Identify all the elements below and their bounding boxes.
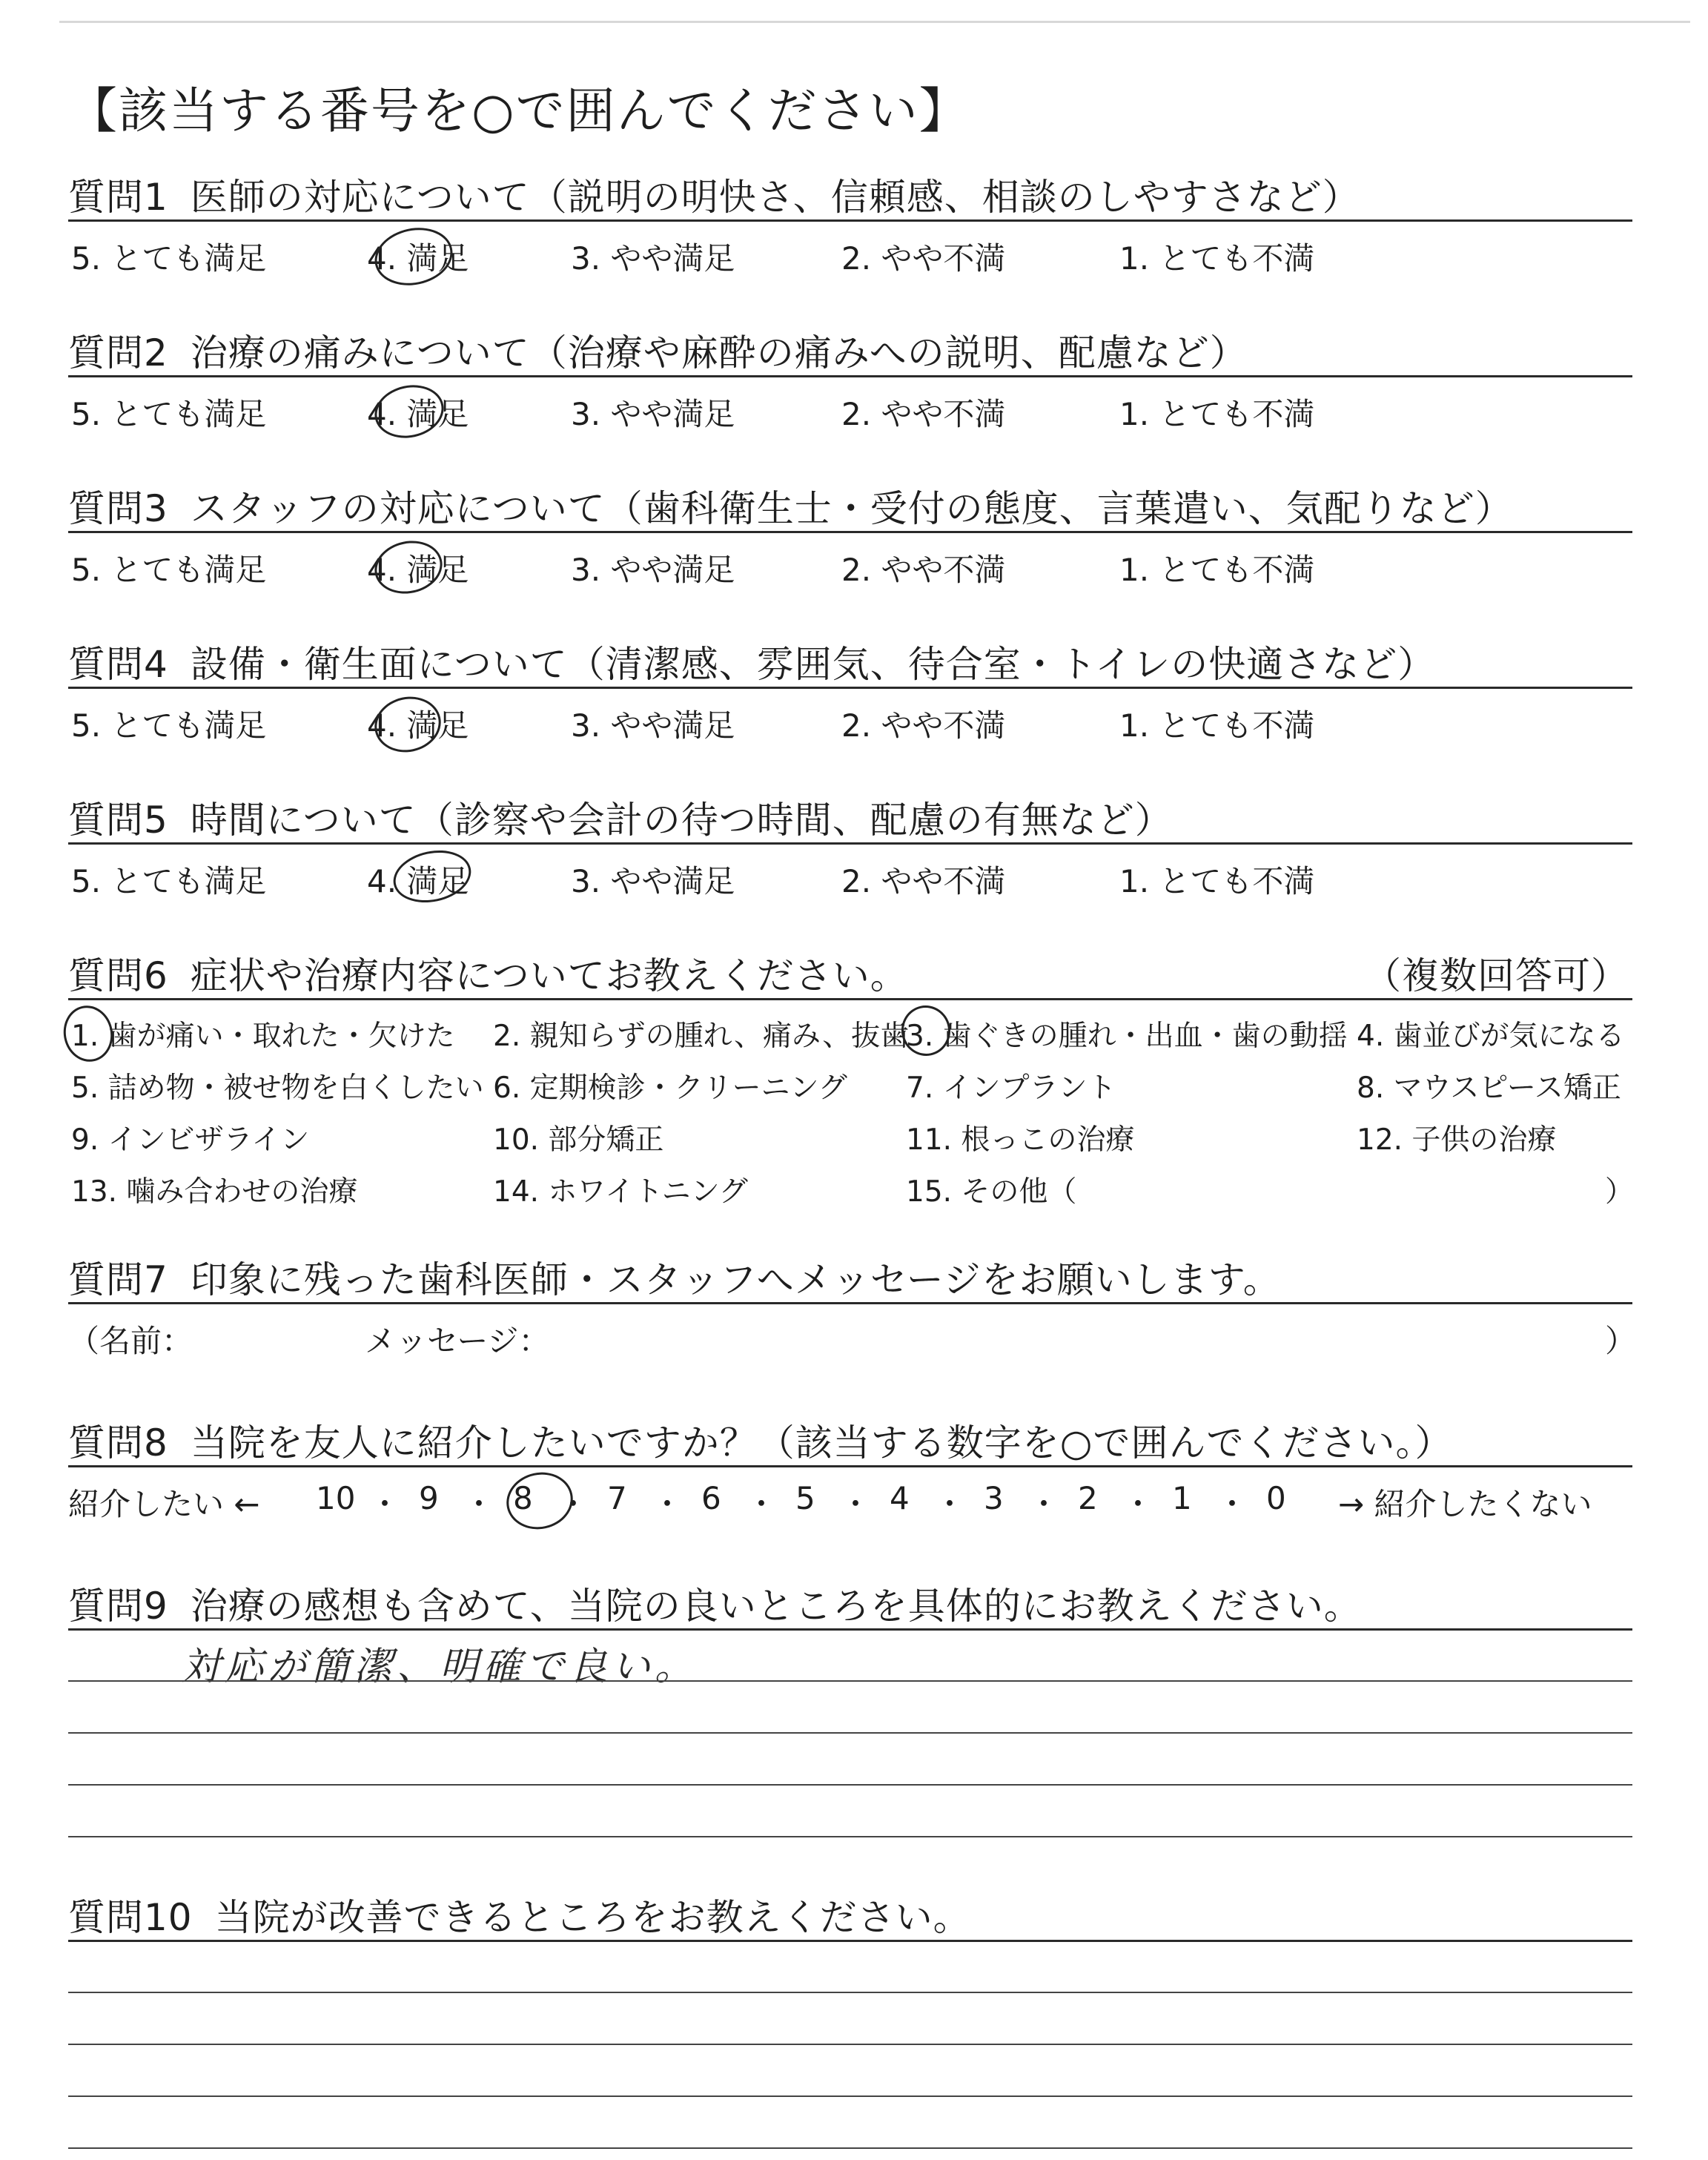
scale-separator: ・ bbox=[557, 1486, 589, 1522]
q6-option-8[interactable]: 8. マウスピース矯正 bbox=[1357, 1071, 1621, 1105]
scale-value-2[interactable]: 2 bbox=[1078, 1480, 1098, 1516]
q6-option-10[interactable]: 10. 部分矯正 bbox=[493, 1123, 664, 1157]
question-divider bbox=[68, 842, 1632, 845]
question-7-title bbox=[68, 1250, 1281, 1304]
question-divider bbox=[68, 687, 1632, 689]
question-divider bbox=[68, 375, 1632, 377]
q6-option-4[interactable]: 4. 歯並びが気になる bbox=[1357, 1020, 1625, 1053]
question-text: スタッフの対応について（歯科衛生士・受付の態度、言葉遣い、気配りなど） bbox=[190, 487, 1513, 530]
q6-option-2[interactable]: 2. 親知らずの腫れ、痛み、抜歯 bbox=[493, 1020, 910, 1053]
question-text: 治療の感想も含めて、当院の良いところを具体的にお教えください。 bbox=[190, 1585, 1362, 1628]
q4-option-4[interactable]: 4. 満足 bbox=[367, 707, 469, 744]
question-number: 質問8 bbox=[68, 1421, 168, 1464]
scale-value-4[interactable]: 4 bbox=[890, 1480, 910, 1516]
answer-line[interactable] bbox=[68, 1784, 1632, 1786]
question-text: 治療の痛みについて（治療や麻酔の痛みへの説明、配慮など） bbox=[190, 331, 1248, 374]
question-4-title bbox=[68, 635, 1435, 688]
question-number: 質問2 bbox=[68, 331, 168, 374]
q5-option-3[interactable]: 3. やや満足 bbox=[571, 863, 735, 899]
q2-option-1[interactable]: 1. とても不満 bbox=[1119, 396, 1315, 432]
q7-close-paren: ） bbox=[1605, 1323, 1637, 1359]
answer-line[interactable] bbox=[68, 2095, 1632, 2097]
q3-option-3[interactable]: 3. やや満足 bbox=[571, 552, 735, 588]
question-number: 質問6 bbox=[68, 954, 168, 997]
answer-line[interactable] bbox=[68, 1992, 1632, 1993]
question-text: 設備・衛生面について（清潔感、雰囲気、待合室・トイレの快適さなど） bbox=[190, 643, 1436, 686]
q1-option-3[interactable]: 3. やや満足 bbox=[571, 240, 735, 277]
question-text: 時間について（診察や会計の待つ時間、配慮の有無など） bbox=[190, 799, 1173, 842]
q6-option-7[interactable]: 7. インプラント bbox=[906, 1071, 1116, 1105]
q4-option-1[interactable]: 1. とても不満 bbox=[1119, 707, 1315, 744]
q6-option-15[interactable]: 15. その他（ bbox=[906, 1175, 1077, 1209]
question-number: 質問3 bbox=[68, 487, 168, 530]
other-close-paren: ） bbox=[1605, 1175, 1635, 1209]
handwritten-answer[interactable]: 対応が簡潔、明確で良い。 bbox=[182, 1645, 698, 1689]
scale-separator: ・ bbox=[1217, 1486, 1248, 1522]
question-8-title bbox=[68, 1413, 1452, 1467]
scale-value-10[interactable]: 10 bbox=[316, 1480, 356, 1516]
answer-line[interactable] bbox=[68, 1680, 1632, 1682]
answer-line[interactable] bbox=[68, 1836, 1632, 1837]
question-2-title bbox=[68, 323, 1248, 377]
question-6-title bbox=[68, 946, 908, 1000]
q1-option-2[interactable]: 2. やや不満 bbox=[841, 240, 1006, 277]
q1-option-5[interactable]: 5. とても満足 bbox=[71, 240, 267, 277]
scale-value-1[interactable]: 1 bbox=[1172, 1480, 1192, 1516]
question-divider bbox=[68, 531, 1632, 533]
q6-option-9[interactable]: 9. インビザライン bbox=[71, 1123, 310, 1157]
scale-separator: ・ bbox=[1122, 1486, 1154, 1522]
q6-option-13[interactable]: 13. 噛み合わせの治療 bbox=[71, 1175, 358, 1209]
q6-option-11[interactable]: 11. 根っこの治療 bbox=[906, 1123, 1135, 1157]
question-number: 質問1 bbox=[68, 176, 168, 219]
question-10-title bbox=[68, 1888, 971, 1941]
q6-option-5[interactable]: 5. 詰め物・被せ物を白くしたい bbox=[71, 1071, 484, 1105]
question-5-title bbox=[68, 790, 1173, 844]
answer-line[interactable] bbox=[68, 2044, 1632, 2045]
recommend-right-label: → 紹介したくない bbox=[1338, 1486, 1592, 1522]
q2-option-3[interactable]: 3. やや満足 bbox=[571, 396, 735, 432]
recommend-left-label: 紹介したい ← bbox=[68, 1486, 260, 1522]
question-text: 症状や治療内容についてお教えください。 bbox=[190, 954, 908, 997]
question-text: 医師の対応について（説明の明快さ、信頼感、相談のしやすさなど） bbox=[190, 176, 1360, 219]
scale-value-7[interactable]: 7 bbox=[607, 1480, 627, 1516]
message-label: メッセージ： bbox=[365, 1323, 550, 1359]
scale-value-9[interactable]: 9 bbox=[419, 1480, 439, 1516]
scale-separator: ・ bbox=[369, 1486, 401, 1522]
q2-option-5[interactable]: 5. とても満足 bbox=[71, 396, 267, 432]
q6-option-3[interactable]: 3. 歯ぐきの腫れ・出血・歯の動揺 bbox=[906, 1020, 1348, 1053]
q3-option-1[interactable]: 1. とても不満 bbox=[1119, 552, 1315, 588]
answer-line[interactable] bbox=[68, 1732, 1632, 1734]
q4-option-3[interactable]: 3. やや満足 bbox=[571, 707, 735, 744]
scale-separator: ・ bbox=[934, 1486, 966, 1522]
question-9-title bbox=[68, 1576, 1362, 1630]
q4-option-2[interactable]: 2. やや不満 bbox=[841, 707, 1006, 744]
question-divider bbox=[68, 219, 1632, 222]
q4-option-5[interactable]: 5. とても満足 bbox=[71, 707, 267, 744]
question-divider bbox=[68, 1465, 1632, 1467]
q2-option-4[interactable]: 4. 満足 bbox=[367, 396, 469, 432]
q5-option-5[interactable]: 5. とても満足 bbox=[71, 863, 267, 899]
instruction-header: 【該当する番号を○で囲んでください】 bbox=[68, 82, 970, 139]
question-text: 当院が改善できるところをお教えください。 bbox=[214, 1896, 971, 1939]
q3-option-5[interactable]: 5. とても満足 bbox=[71, 552, 267, 588]
question-divider bbox=[68, 998, 1632, 1000]
question-text: 当院を友人に紹介したいですか？（該当する数字を○で囲んでください。） bbox=[190, 1421, 1453, 1464]
q2-option-2[interactable]: 2. やや不満 bbox=[841, 396, 1006, 432]
scale-value-5[interactable]: 5 bbox=[795, 1480, 815, 1516]
top-border bbox=[59, 21, 1690, 23]
scale-separator: ・ bbox=[746, 1486, 778, 1522]
question-divider bbox=[68, 1628, 1632, 1631]
question-number: 質問7 bbox=[68, 1258, 168, 1301]
scale-value-3[interactable]: 3 bbox=[984, 1480, 1004, 1516]
question-3-title bbox=[68, 479, 1513, 532]
scale-value-6[interactable]: 6 bbox=[701, 1480, 721, 1516]
selection-circle bbox=[369, 221, 457, 292]
q1-option-1[interactable]: 1. とても不満 bbox=[1119, 240, 1315, 277]
scale-separator: ・ bbox=[652, 1486, 683, 1522]
q6-option-12[interactable]: 12. 子供の治療 bbox=[1357, 1123, 1557, 1157]
q3-option-4[interactable]: 4. 満足 bbox=[367, 552, 469, 588]
multiple-answers-note: （複数回答可） bbox=[1364, 954, 1629, 997]
q6-option-1[interactable]: 1. 歯が痛い・取れた・欠けた bbox=[71, 1020, 455, 1053]
q1-option-4[interactable]: 4. 満足 bbox=[367, 240, 469, 277]
selection-circle bbox=[59, 1001, 118, 1066]
selection-circle bbox=[501, 1466, 578, 1535]
q5-option-2[interactable]: 2. やや不満 bbox=[841, 863, 1006, 899]
question-number: 質問5 bbox=[68, 799, 168, 842]
question-number: 質問10 bbox=[68, 1896, 193, 1939]
scale-separator: ・ bbox=[840, 1486, 872, 1522]
q5-option-4[interactable]: 4. 満足 bbox=[367, 863, 469, 899]
q6-option-6[interactable]: 6. 定期検診・クリーニング bbox=[493, 1071, 847, 1105]
question-number: 質問4 bbox=[68, 643, 168, 686]
question-number: 質問9 bbox=[68, 1585, 168, 1628]
name-label: （名前： bbox=[68, 1323, 193, 1359]
q6-option-14[interactable]: 14. ホワイトニング bbox=[493, 1175, 748, 1209]
q5-option-1[interactable]: 1. とても不満 bbox=[1119, 863, 1315, 899]
question-1-title bbox=[68, 168, 1360, 221]
q3-option-2[interactable]: 2. やや不満 bbox=[841, 552, 1006, 588]
scale-value-8[interactable]: 8 bbox=[513, 1480, 533, 1516]
scale-value-0[interactable]: 0 bbox=[1266, 1480, 1286, 1516]
scale-separator: ・ bbox=[1028, 1486, 1060, 1522]
question-text: 印象に残った歯科医師・スタッフへメッセージをお願いします。 bbox=[190, 1258, 1281, 1301]
question-divider bbox=[68, 1940, 1632, 1942]
answer-line[interactable] bbox=[68, 2147, 1632, 2149]
scale-separator: ・ bbox=[463, 1486, 495, 1522]
question-divider bbox=[68, 1302, 1632, 1304]
